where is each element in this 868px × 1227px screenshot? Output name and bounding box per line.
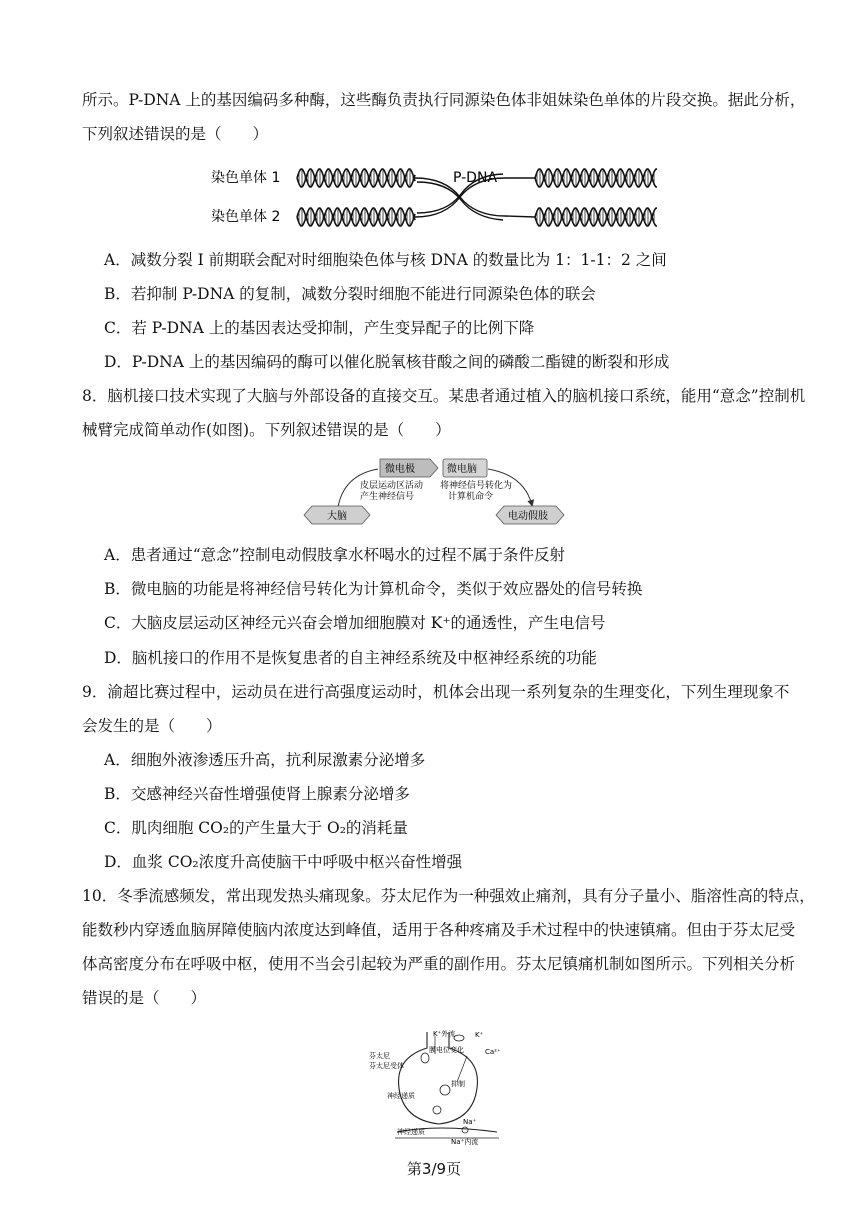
q10-stem-line2: 能数秒内穿透血脑屏障使脑内浓度达到峰值，适用于各种疼痛及手术过程中的快速镇痛。但由于芬太尼受 [82, 921, 796, 939]
pdna-chromatid-figure [205, 160, 665, 232]
brain-label: 大脑 [327, 511, 347, 522]
q8-option-a: A．患者通过“意念”控制电动假肢拿水杯喝水的过程不属于条件反射 [104, 546, 566, 564]
chromatid2-label: 染色单体 2 [211, 209, 281, 225]
computer-label: 微电脑 [447, 464, 477, 475]
note-right-2: 计算机命令 [448, 492, 494, 502]
q10-stem-line1: 10．冬季流感频发，常出现发热头痛现象。芬太尼作为一种强效止痛剂，具有分子量小、脂溶性高的特点， [82, 887, 815, 905]
q9-stem-line2: 会发生的是（ ） [82, 717, 222, 735]
q8-option-c: C．大脑皮层运动区神经元兴奋会增加细胞膜对 K⁺的通透性，产生电信号 [104, 614, 606, 632]
pdna-label: P-DNA [453, 170, 498, 186]
q7-option-d: D．P-DNA 上的基因编码的酶可以催化脱氧核苷酸之间的磷酸二酯键的断裂和形成 [104, 353, 670, 371]
electrode-box [380, 459, 438, 477]
k-efflux-label: K⁺外流 [433, 1030, 456, 1038]
q10-stem-line3: 体高密度分布在呼吸中枢，使用不当会引起较为严重的副作用。芬太尼镇痛机制如图所示。下列相关分析 [82, 955, 796, 973]
q9-option-b: B．交感神经兴奋性增强使肾上腺素分泌增多 [104, 785, 410, 803]
q7-stem-line1: 所示。P-DNA 上的基因编码多种酶，这些酶负责执行同源染色体非姐妹染色单体的片段交换。据此分析， [82, 91, 806, 109]
inhibit-label: 抑制 [451, 1080, 465, 1088]
transmitter-label: 神经递质 [387, 1092, 415, 1100]
electrode-label: 微电极 [385, 464, 415, 475]
q7-option-a: A．减数分裂 I 前期联会配对时细胞染色体与核 DNA 的数量比为 1：1-1：2 之间 [104, 251, 667, 269]
q9-option-d: D．血浆 CO₂浓度升高使脑干中呼吸中枢兴奋性增强 [104, 853, 463, 871]
ca-ion-label: Ca²⁺ [485, 1048, 501, 1056]
fentanyl-mechanism-figure [367, 1028, 507, 1146]
brain-box [304, 506, 370, 524]
q9-option-a: A．细胞外液渗透压升高，抗利尿激素分泌增多 [104, 751, 426, 769]
prosthesis-label: 电动假肢 [508, 511, 548, 522]
q8-option-d: D．脑机接口的作用不是恢复患者的自主神经系统及中枢神经系统的功能 [104, 649, 597, 667]
q9-stem-line1: 9．渝超比赛过程中，运动员在进行高强度运动时，机体会出现一系列复杂的生理变化，下列生理现象不 [82, 683, 790, 701]
q7-option-b: B．若抑制 P-DNA 的复制，减数分裂时细胞不能进行同源染色体的联会 [104, 285, 596, 303]
computer-box [443, 459, 487, 477]
k-ion-label: K⁺ [475, 1031, 484, 1039]
q7-stem-line2: 下列叙述错误的是（ ） [82, 125, 269, 143]
page-number: 第3/9页 [406, 1160, 462, 1178]
prosthesis-box [496, 506, 564, 524]
q10-stem-line4: 错误的是（ ） [82, 989, 207, 1007]
q7-option-c: C．若 P-DNA 上的基因表达受抑制，产生变异配子的比例下降 [104, 319, 535, 337]
transmitter2-label: 神经递质 [397, 1128, 425, 1136]
fentanyl-receptor-label: 芬太尼受体 [369, 1062, 404, 1070]
q8-option-b: B．微电脑的功能是将神经信号转化为计算机命令，类似于效应器处的信号转换 [104, 580, 643, 598]
brain-computer-interface-figure [300, 455, 568, 530]
q8-stem-line1: 8．脑机接口技术实现了大脑与外部设备的直接交互。某患者通过植入的脑机接口系统，能用“意念”控制机 [82, 387, 806, 405]
note-left-1: 皮层运动区活动 [360, 481, 424, 491]
na-influx-label: Na⁺内流 [451, 1138, 479, 1146]
membrane-potential-label: 膜电位变化 [429, 1046, 464, 1054]
q8-stem-line2: 械臂完成简单动作(如图)。下列叙述错误的是（ ） [82, 421, 451, 439]
fentanyl-label: 芬太尼 [369, 1052, 390, 1060]
note-left-2: 产生神经信号 [360, 492, 415, 502]
q9-option-c: C．肌肉细胞 CO₂的产生量大于 O₂的消耗量 [104, 819, 408, 837]
chromatid1-label: 染色单体 1 [211, 170, 281, 186]
note-right-1: 将神经信号转化为 [440, 481, 513, 491]
na-ion-label: Na⁺ [463, 1118, 477, 1126]
